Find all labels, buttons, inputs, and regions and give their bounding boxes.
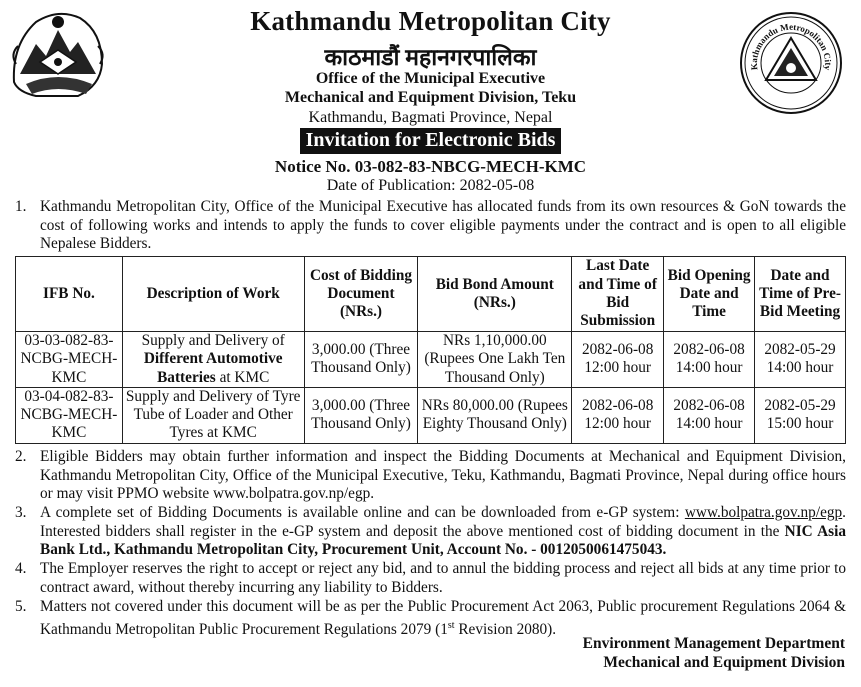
header-bid-bond: Bid Bond Amount (NRs.) xyxy=(418,257,572,332)
cell-bond: NRs 1,10,000.00 (Rupees One Lakh Ten Thousand Only) xyxy=(418,332,572,388)
header-ifb: IFB No. xyxy=(16,257,123,332)
paragraph-2-text: Eligible Bidders may obtain further information and inspect the Bidding Documents at Mechanical and Equipment Division, Kathmandu Metropolitan City, Office of the Municipal Executive, Teku, Kathmandu, Bagmati Province, Nepal during office hours or may visit PPMO website www.bolpatra.gov.np/egp. xyxy=(40,448,846,502)
paragraph-5-text xyxy=(40,598,846,639)
cell-description: Supply and Delivery of Tyre Tube of Loader and Other Tyres at KMC xyxy=(122,387,304,443)
desc-suffix: at KMC xyxy=(219,368,270,386)
cell-ifb: 03-04-082-83-NCBG-MECH-KMC xyxy=(16,387,123,443)
cell-cost: 3,000.00 (Three Thousand Only) xyxy=(304,332,418,388)
paragraph-3-number: 3. xyxy=(15,504,27,521)
desc-text: Supply and Delivery of xyxy=(141,332,285,349)
paragraph-5-number: 5. xyxy=(15,598,27,615)
table-row xyxy=(16,332,846,388)
header-description: Description of Work xyxy=(122,257,304,332)
superscript: st xyxy=(447,619,455,631)
header-prebid: Date and Time of Pre-Bid Meeting xyxy=(755,257,846,332)
header-submission: Last Date and Time of Bid Submission xyxy=(572,257,664,332)
paragraph-4-number: 4. xyxy=(15,560,27,577)
cell-submission: 2082-06-08 12:00 hour xyxy=(572,387,664,443)
bids-table xyxy=(15,256,846,444)
paragraph-3-text xyxy=(40,504,846,560)
bank-details: NIC Asia Bank Ltd., Kathmandu Metropolitan City, Procurement Unit, Account No. - 0012050061475043. xyxy=(40,522,846,558)
cell-opening: 2082-06-08 14:00 hour xyxy=(664,387,755,443)
header-cost: Cost of Bidding Document (NRs.) xyxy=(304,257,418,332)
cell-opening: 2082-06-08 14:00 hour xyxy=(664,332,755,388)
paragraph-3-text-b: . Interested bidders shall register in the e-GP system and deposit the above mentioned cost of bidding document in the xyxy=(40,504,846,540)
desc-bold: Different Automotive Batteries xyxy=(143,350,283,386)
paragraph-2-number: 2. xyxy=(15,448,27,465)
svg-text:Kathmandu Metropolitan City: Kathmandu Metropolitan City xyxy=(748,21,834,71)
egp-link[interactable]: www.bolpatra.gov.np/egp xyxy=(684,504,843,521)
city-title: Kathmandu Metropolitan City xyxy=(250,6,611,36)
paragraph-1-number: 1. xyxy=(15,198,27,215)
cell-submission: 2082-06-08 12:00 hour xyxy=(572,332,664,388)
paragraph-1-text: Kathmandu Metropolitan City, Office of the Municipal Executive has allocated funds from its own resources & GoN towards the cost of following works and intends to apply the funds to cover eligible payments under the contract and is open to all eligible Nepalese Bidders. xyxy=(40,198,846,252)
cell-description xyxy=(122,332,304,388)
paragraph-5-text-a: Matters not covered under this document will be as per the Public Procurement Act 2063, Public procurement Regulations 2064 & Kathmandu Metropolitan Public Procurement Regulations 2079 (1 xyxy=(40,598,846,638)
paragraph-3-text-a: A complete set of Bidding Documents is available online and can be downloaded from e-GP system: xyxy=(40,504,685,521)
nepali-title: काठमाडौं महानगरपालिका xyxy=(324,45,537,70)
table-header-row xyxy=(16,257,846,332)
table-row xyxy=(16,387,846,443)
signature-department: Environment Management Department xyxy=(582,635,845,652)
invitation-banner xyxy=(0,128,861,154)
notice-number: Notice No. 03-082-83-NBCG-MECH-KMC xyxy=(274,157,587,176)
header-opening: Bid Opening Date and Time xyxy=(664,257,755,332)
office-name: Office of the Municipal Executive xyxy=(315,70,546,87)
paragraph-5-text-b: Revision 2080). xyxy=(454,620,557,638)
signature-division: Mechanical and Equipment Division xyxy=(603,654,845,671)
division-name: Mechanical and Equipment Division, Teku xyxy=(284,89,577,106)
publication-date: Date of Publication: 2082-05-08 xyxy=(326,177,535,194)
location: Kathmandu, Bagmati Province, Nepal xyxy=(308,109,553,126)
cell-bond: NRs 80,000.00 (Rupees Eighty Thousand Only) xyxy=(418,387,572,443)
cell-prebid: 2082-05-29 15:00 hour xyxy=(755,387,846,443)
invitation-title: Invitation for Electronic Bids xyxy=(300,128,562,154)
paragraph-4-text: The Employer reserves the right to accept or reject any bid, and to annul the bidding process and reject all bids at any time prior to contract award, without thereby incurring any liability to Bidders. xyxy=(40,560,846,596)
cell-prebid: 2082-05-29 14:00 hour xyxy=(755,332,846,388)
cell-ifb: 03-03-082-83-NCBG-MECH-KMC xyxy=(16,332,123,388)
cell-cost: 3,000.00 (Three Thousand Only) xyxy=(304,387,418,443)
